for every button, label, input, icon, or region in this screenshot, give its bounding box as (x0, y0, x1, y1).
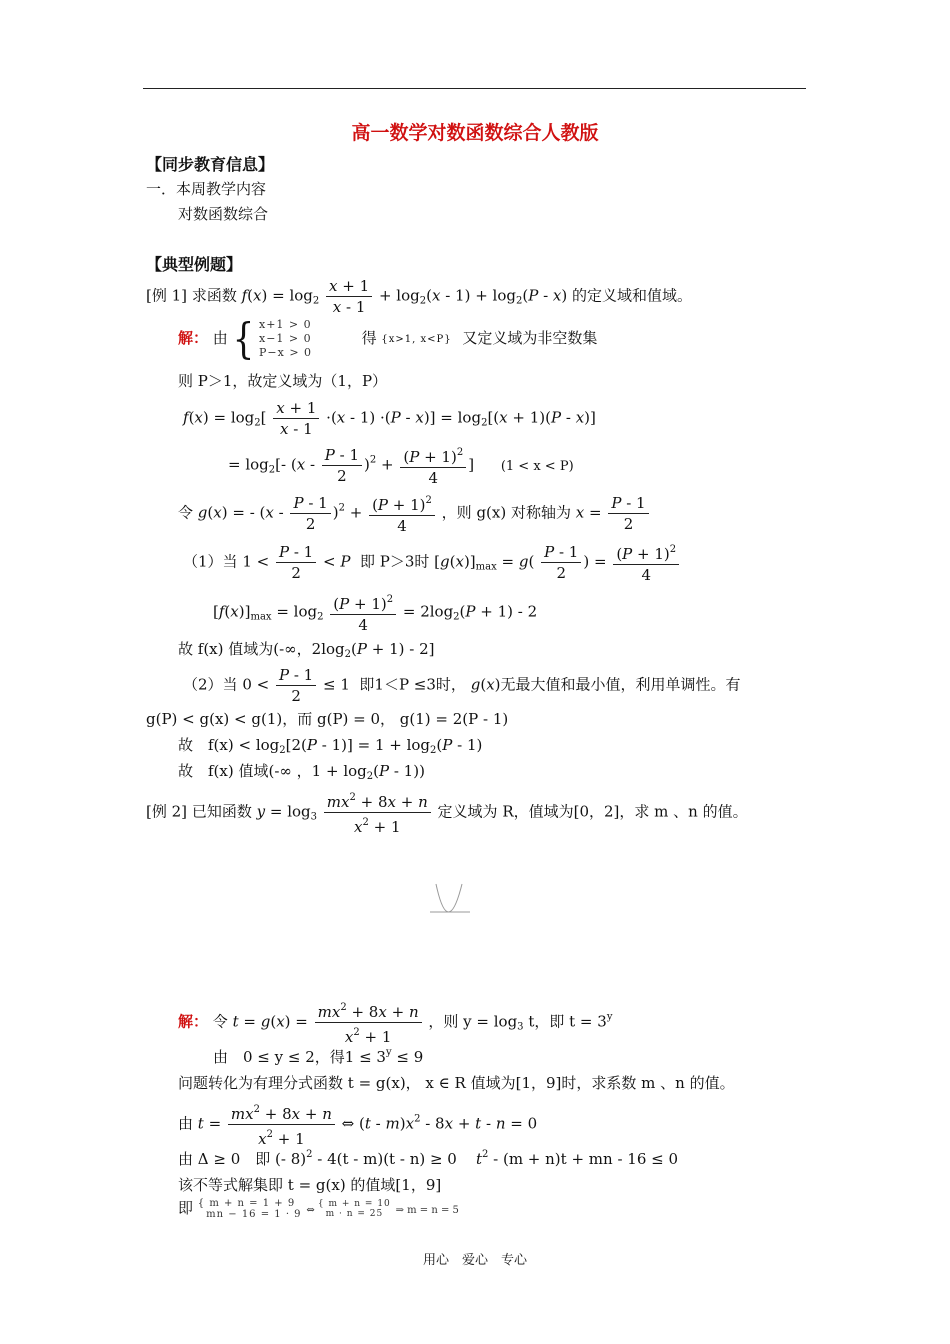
example1-solution-line: 解： 由 { x+1 > 0 x−1 > 0 P−x > 0 得 {x>1, x<P} 又定义域为非空数集 (178, 314, 598, 364)
system-line: 即 { m + n = 1 + 9 mn − 16 = 1 · 9 ⇔ { m + n = 10 m · n = 25 ⇒ m = n = 5 (178, 1198, 459, 1220)
example2-label: [例 2] (146, 802, 188, 821)
section-examples: 【典型例题】 (146, 255, 243, 274)
case2-conclusion-2: 故 f(x) 值域(-∞ ，$1 + \log_2(P - 1)$) (178, 762, 425, 782)
tg-equation: 由 t = $\frac{mx^2 + 8x + n}{x^2 + 1}$ ⇔ $(t - m)x^2 - 8x + t - n = 0$ (178, 1100, 537, 1149)
example1-prompt: [例 1] 求函数 $f(x) = \log_2$ $\frac{x + 1}{x - 1}$ + $\log_2(x - 1) + \log_2(P - x)$ 的定义域和值域。 (146, 277, 693, 316)
parabola-figure (428, 880, 472, 924)
solution2-then: ，则 y = log (428, 1012, 518, 1031)
fx-expansion-2: = $\log_2[-$ (x - $\frac{P - 1}{2}$ )$^2$ + $\frac{(P + 1)^2}{4}$ ] (1 < x < P) (228, 443, 574, 488)
delta-text: 由 Δ ≥ 0 即 (- 8) (178, 1150, 307, 1168)
delta-mid: - 4(t - m)(t - n) ≥ 0 (317, 1150, 457, 1168)
solution2-label: 解： (178, 1012, 209, 1031)
solution-label: 解： (178, 329, 209, 347)
page-footer: 用心 爱心 专心 (422, 1253, 527, 1268)
case2-tail: 无最大值和最小值，利用单调性。有 (500, 675, 741, 694)
example2-prompt: [例 2] 已知函数 $y = \log_3$ $\frac{mx^2 + 8x + n}{x^2 + 1}$ 定义域为 R，值域为[0，2]，求 m 、n 的值。 (146, 788, 748, 837)
case2-line: （2）当 0 < $\frac{P - 1}{2}$ ≤ 1 即1＜P ≤3时， g(x)无最大值和最小值，利用单调性。有 (183, 666, 741, 705)
case1-label: （1）当 (183, 552, 238, 571)
case2-conc1: 故 f(x) < log (178, 736, 280, 754)
content-label: 一．本周教学内容 (146, 180, 267, 198)
case2-conclusion-1: 故 $f(x) < \log_2[2(P - 1)] = 1 + \log_2(P - 1)$ (178, 736, 483, 756)
let-gx: 令 g(x) = - (x - $\frac{P - 1}{2}$ )$^2$ + $\frac{(P + 1)^2}{4}$ ，则 g(x) 对称轴为 x = $\frac{P - 1}{2}$ (178, 491, 651, 536)
solution-get: 得 (361, 329, 377, 347)
header-rule (143, 88, 806, 89)
let-label: 令 (178, 503, 194, 522)
axis-text: ，则 g(x) 对称轴为 (441, 503, 571, 522)
example1-label: [例 1] (146, 286, 188, 305)
range1-text: 故 f(x) 值域为(-∞，2log (178, 640, 345, 658)
by-text: 由 0 ≤ y ≤ 2，得1 ≤ 3 (213, 1048, 386, 1066)
transform-line: 问题转化为有理分式函数 t = g(x)， x ∈ R 值域为[1，9]时，求系数 m 、n 的值。 (178, 1074, 735, 1092)
by-tail: ≤ 9 (396, 1048, 424, 1066)
case1-mid: 即 P＞3时 (359, 552, 430, 571)
delta-line: 由 Δ ≥ 0 即 (- 8)$^2$ - 4(t - m)(t - n) ≥ 0 $t^2 - (m + n)t$ + mn - 16 ≤ 0 (178, 1149, 679, 1168)
domain-text: 则 P＞1，故定义域为（1，P） (178, 372, 388, 390)
solution2-let: 令 (212, 1012, 228, 1031)
content-topic: 对数函数综合 (178, 205, 269, 223)
solution-by: 由 (212, 329, 228, 347)
case2-conc2: 故 f(x) 值域(-∞ ，1 + log (178, 762, 367, 780)
case2-mid: 即1＜P ≤3时， (359, 675, 466, 694)
case1-line: （1）当 1 < $\frac{P - 1}{2}$ < P 即 P＞3时 $[g(x)]_{max} = g$( $\frac{P - 1}{2}$ ) = $\frac{(P + 1)^2}{4}$ (183, 540, 681, 585)
solution2-then2: t，即 t = 3 (528, 1012, 607, 1031)
system-label: 即 (178, 1199, 194, 1217)
example2-solution-line: 解： 令 t = g(x) = $\frac{mx^2 + 8x + n}{x^2 + 1}$ ，则 $y = \log_3 t$，即 $t = 3^y$ (178, 998, 612, 1047)
page-title: 高一数学对数函数综合人教版 (351, 122, 599, 144)
example1-prompt-pre: 求函数 (191, 286, 237, 305)
example2-prompt-pre: 已知函数 (191, 802, 252, 821)
delta-tail: - (m + n)t + mn - 16 ≤ 0 (493, 1150, 679, 1168)
solution-system-image: x+1 > 0 x−1 > 0 P−x > 0 (259, 318, 313, 359)
inequality-line: 该不等式解集即 t = g(x) 的值域[1，9] (178, 1176, 442, 1194)
section-sync-info: 【同步教育信息】 (146, 155, 275, 174)
range-condition: (1 < x < P) (500, 458, 574, 474)
fx-max-line: $[f(x)]_{max} = \log_2$ $\frac{(P + 1)^2}{4}$ = $2\log_2(P + 1) - 2$ (213, 590, 537, 635)
fx-expansion-1: $f(x) = \log_2$[ $\frac{x + 1}{x - 1}$ $\cdot(x - 1) \cdot(P - x)] = \log_2[(x + 1)(P - x)]$ (183, 399, 596, 438)
range1-line: 故 f(x) 值域为(-∞，$2\log_2(P + 1) - 2$] (178, 640, 435, 660)
example1-prompt-post: 的定义域和值域。 (572, 286, 693, 305)
by-line: 由 0 ≤ y ≤ 2，得$1 \le 3^y \le 9$ (213, 1047, 424, 1066)
solution-nonempty: 又定义域为非空数集 (462, 329, 598, 347)
case2-label: （2）当 (183, 675, 238, 694)
system-image: { m + n = 1 + 9 mn − 16 = 1 · 9 (197, 1198, 302, 1220)
example2-prompt-post: 定义域为 R，值域为[0，2]，求 m 、n 的值。 (437, 802, 748, 821)
case2-inequality: g(P) < g(x) < g(1)，而 g(P) = 0， g(1) = 2(P - 1) (146, 710, 509, 728)
